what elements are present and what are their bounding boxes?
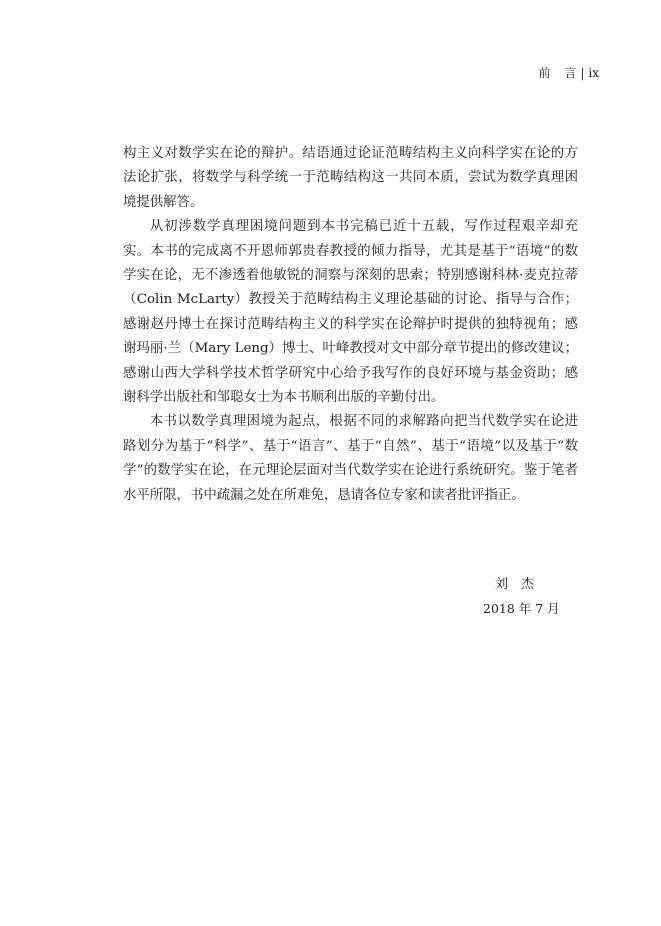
- preface-body: [123, 142, 578, 508]
- paragraph-summary: 本书以数学真理困境为起点，根据不同的求解路向把当代数学实在论进路划分为基于“科学”、基于“语言”、基于“自然”、基于“语境”以及基于“数学”的数学实在论，在元理论层面对当代数学实在论进行系统研究。鉴于笔者水平所限，书中疏漏之处在所难免，恳请各位专家和读者批评指正。: [123, 414, 578, 503]
- paragraph-acknowledgements: 从初涉数学真理困境问题到本书完稿已近十五载，写作过程艰辛却充实。本书的完成离不开恩师郭贵春教授的倾力指导，尤其是基于“语境”的数学实在论，无不渗透着他敏锐的洞察与深刻的思索；特别感谢科林·麦克拉蒂（Colin McLarty）教授关于范畴结构主义理论基础的讨论、指导与合作；感谢赵丹博士在探讨范畴结构主义的科学实在论辩护时提供的独特视角；感谢玛丽·兰（Mary Leng）博士、叶峰教授对文中部分章节提出的修改建议；感谢山西大学科学技术哲学研究中心给予我写作的良好环境与基金资助；感谢科学出版社和邹聪女士为本书顺利出版的辛勤付出。: [123, 219, 578, 406]
- author-signature: 刘 杰: [495, 577, 535, 592]
- header-title-right: 言: [564, 66, 577, 80]
- paragraph-continued: 构主义对数学实在论的辩护。结语通过论证范畴结构主义向科学实在论的方法论扩张，将数学与科学统一于范畴结构这一共同本质，尝试为数学真理困境提供解答。: [123, 146, 578, 210]
- running-header: [538, 64, 599, 81]
- header-separator: |: [580, 66, 585, 80]
- header-title-left: 前: [538, 66, 551, 80]
- page-number: ix: [588, 66, 599, 80]
- signature-date: 2018 年 7 月: [483, 601, 560, 616]
